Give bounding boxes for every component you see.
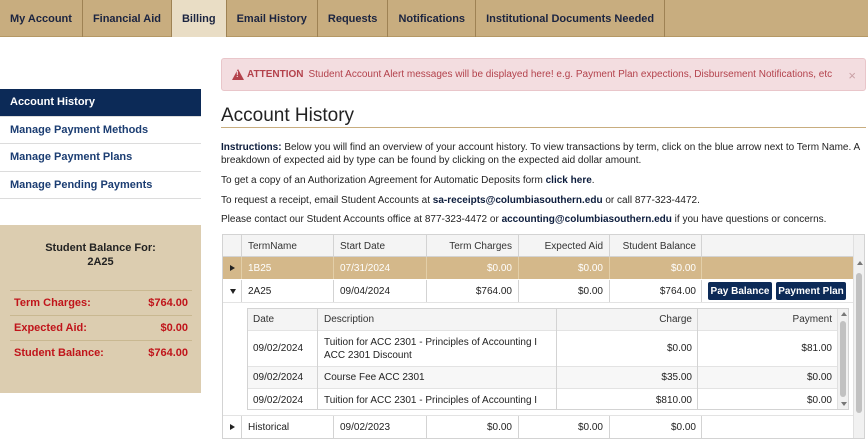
tab-requests[interactable]: Requests bbox=[318, 0, 389, 37]
col-student-balance[interactable]: Student Balance bbox=[622, 240, 696, 252]
instructions-text: Below you will find an overview of your account history. To view transactions by term, click on the blue arrow next to Term Name. A breakdown of expected aid by type can be found by clicking on the expected aid dollar amount. bbox=[221, 142, 860, 166]
details-row bbox=[248, 367, 838, 389]
tab-notifications[interactable]: Notifications bbox=[388, 0, 476, 37]
balance-value: $764.00 bbox=[148, 346, 188, 359]
student-balance-panel bbox=[0, 225, 201, 393]
instructions-label: Instructions: bbox=[221, 142, 282, 153]
sidebar bbox=[0, 89, 201, 199]
balance-expected-aid bbox=[10, 315, 192, 339]
tab-email-history[interactable]: Email History bbox=[227, 0, 318, 37]
tab-institutional-documents[interactable]: Institutional Documents Needed bbox=[476, 0, 665, 37]
authorization-paragraph bbox=[221, 174, 866, 187]
contact-text: Please contact our Student Accounts office at 877-323-4472 or bbox=[221, 214, 502, 225]
details-scrollbar[interactable] bbox=[837, 309, 848, 409]
col-start-date[interactable]: Start Date bbox=[340, 240, 386, 252]
instructions-paragraph bbox=[221, 141, 866, 167]
collapse-arrow-icon[interactable] bbox=[230, 289, 236, 294]
table-row[interactable] bbox=[223, 415, 854, 437]
detail-payment: $0.00 bbox=[806, 394, 832, 406]
detail-charge: $35.00 bbox=[661, 372, 692, 383]
balance-label: Term Charges: bbox=[14, 296, 91, 309]
scroll-up-icon[interactable] bbox=[857, 261, 863, 265]
detail-description: Course Fee ACC 2301 bbox=[324, 372, 425, 383]
auth-end: . bbox=[591, 175, 595, 186]
term-name: 1B25 bbox=[248, 262, 272, 274]
detail-payment: $81.00 bbox=[801, 343, 832, 354]
detail-date: 09/02/2024 bbox=[253, 394, 304, 406]
attention-alert bbox=[221, 58, 866, 91]
scroll-up-icon[interactable] bbox=[841, 312, 847, 316]
warning-icon bbox=[232, 69, 244, 80]
balance-value: $0.00 bbox=[160, 321, 188, 334]
student-balance: $764.00 bbox=[659, 285, 696, 297]
contact-end: if you have questions or concerns. bbox=[671, 214, 827, 225]
top-nav bbox=[0, 0, 868, 37]
balance-label: Student Balance: bbox=[14, 346, 104, 359]
start-date: 09/02/2023 bbox=[340, 421, 391, 433]
sidebar-item-payment-methods[interactable]: Manage Payment Methods bbox=[0, 117, 201, 145]
balance-student-balance bbox=[10, 340, 192, 364]
detail-charge: $810.00 bbox=[655, 394, 692, 406]
detail-description: Tuition for ACC 2301 - Principles of Accounting I ACC 2301 Discount bbox=[324, 336, 538, 361]
col-description: Description bbox=[324, 314, 375, 325]
col-date: Date bbox=[253, 314, 275, 325]
balance-term: 2A25 bbox=[87, 256, 114, 268]
detail-payment: $0.00 bbox=[806, 372, 832, 383]
col-termname[interactable]: TermName bbox=[248, 240, 297, 252]
receipt-email-link[interactable]: sa-receipts@columbiasouthern.edu bbox=[432, 195, 603, 206]
auth-text: To get a copy of an Authorization Agreement for Automatic Deposits form bbox=[221, 175, 546, 186]
col-term-charges[interactable]: Term Charges bbox=[449, 240, 512, 252]
col-charge: Charge bbox=[659, 314, 692, 325]
student-balance: $0.00 bbox=[670, 262, 696, 274]
col-payment: Payment bbox=[792, 314, 832, 325]
term-charges: $0.00 bbox=[486, 421, 512, 433]
click-here-link[interactable]: click here bbox=[545, 175, 592, 186]
pay-balance-button[interactable]: Pay Balance bbox=[708, 282, 772, 300]
student-balance: $0.00 bbox=[670, 421, 696, 433]
expand-arrow-icon[interactable] bbox=[230, 424, 235, 430]
expand-arrow-icon[interactable] bbox=[230, 265, 235, 271]
tab-my-account[interactable]: My Account bbox=[0, 0, 83, 37]
term-charges: $0.00 bbox=[486, 262, 512, 274]
term-name: Historical bbox=[248, 421, 290, 433]
detail-charge: $0.00 bbox=[666, 343, 692, 354]
term-charges: $764.00 bbox=[475, 285, 512, 297]
detail-description: Tuition for ACC 2301 - Principles of Accounting I bbox=[324, 394, 538, 406]
table-scrollbar[interactable] bbox=[853, 235, 864, 438]
receipt-end: or call 877-323-4472. bbox=[602, 195, 700, 206]
expected-aid[interactable]: $0.00 bbox=[577, 285, 603, 297]
col-expected-aid[interactable]: Expected Aid bbox=[544, 240, 603, 252]
balance-value: $764.00 bbox=[148, 296, 188, 309]
tab-financial-aid[interactable]: Financial Aid bbox=[83, 0, 172, 37]
contact-email-link[interactable]: accounting@columbiasouthern.edu bbox=[501, 214, 672, 225]
table-header bbox=[223, 235, 854, 257]
balance-heading: Student Balance For: bbox=[45, 242, 156, 254]
balance-term-charges bbox=[10, 290, 192, 314]
start-date: 09/04/2024 bbox=[340, 285, 391, 297]
scroll-thumb[interactable] bbox=[840, 321, 846, 397]
detail-date: 09/02/2024 bbox=[253, 372, 304, 383]
alert-message: Student Account Alert messages will be displayed here! e.g. Payment Plan expections, Disbursement Notifications, etc bbox=[308, 69, 833, 80]
scroll-thumb[interactable] bbox=[856, 273, 862, 413]
contact-paragraph bbox=[221, 213, 866, 226]
details-header bbox=[248, 309, 838, 331]
sidebar-item-account-history[interactable]: Account History bbox=[0, 89, 201, 117]
detail-date: 09/02/2024 bbox=[253, 343, 304, 354]
page-title: Account History bbox=[221, 105, 355, 126]
receipt-text: To request a receipt, email Student Accounts at bbox=[221, 195, 433, 206]
details-row bbox=[248, 389, 838, 410]
balance-label: Expected Aid: bbox=[14, 321, 87, 334]
start-date: 07/31/2024 bbox=[340, 262, 391, 274]
sidebar-item-pending-payments[interactable]: Manage Pending Payments bbox=[0, 172, 201, 200]
term-name: 2A25 bbox=[248, 285, 272, 297]
table-row[interactable] bbox=[223, 280, 854, 303]
title-divider bbox=[221, 127, 866, 128]
scroll-down-icon[interactable] bbox=[841, 402, 847, 406]
expected-aid[interactable]: $0.00 bbox=[577, 262, 603, 274]
table-row[interactable] bbox=[223, 257, 854, 279]
close-icon[interactable]: × bbox=[848, 68, 856, 83]
payment-plan-button[interactable]: Payment Plan bbox=[776, 282, 846, 300]
term-details-table bbox=[247, 308, 849, 410]
receipt-paragraph bbox=[221, 194, 866, 207]
details-row bbox=[248, 331, 838, 367]
tab-billing[interactable]: Billing bbox=[172, 0, 227, 37]
alert-label: ATTENTION bbox=[247, 69, 304, 80]
expected-aid[interactable]: $0.00 bbox=[577, 421, 603, 433]
sidebar-item-payment-plans[interactable]: Manage Payment Plans bbox=[0, 144, 201, 172]
